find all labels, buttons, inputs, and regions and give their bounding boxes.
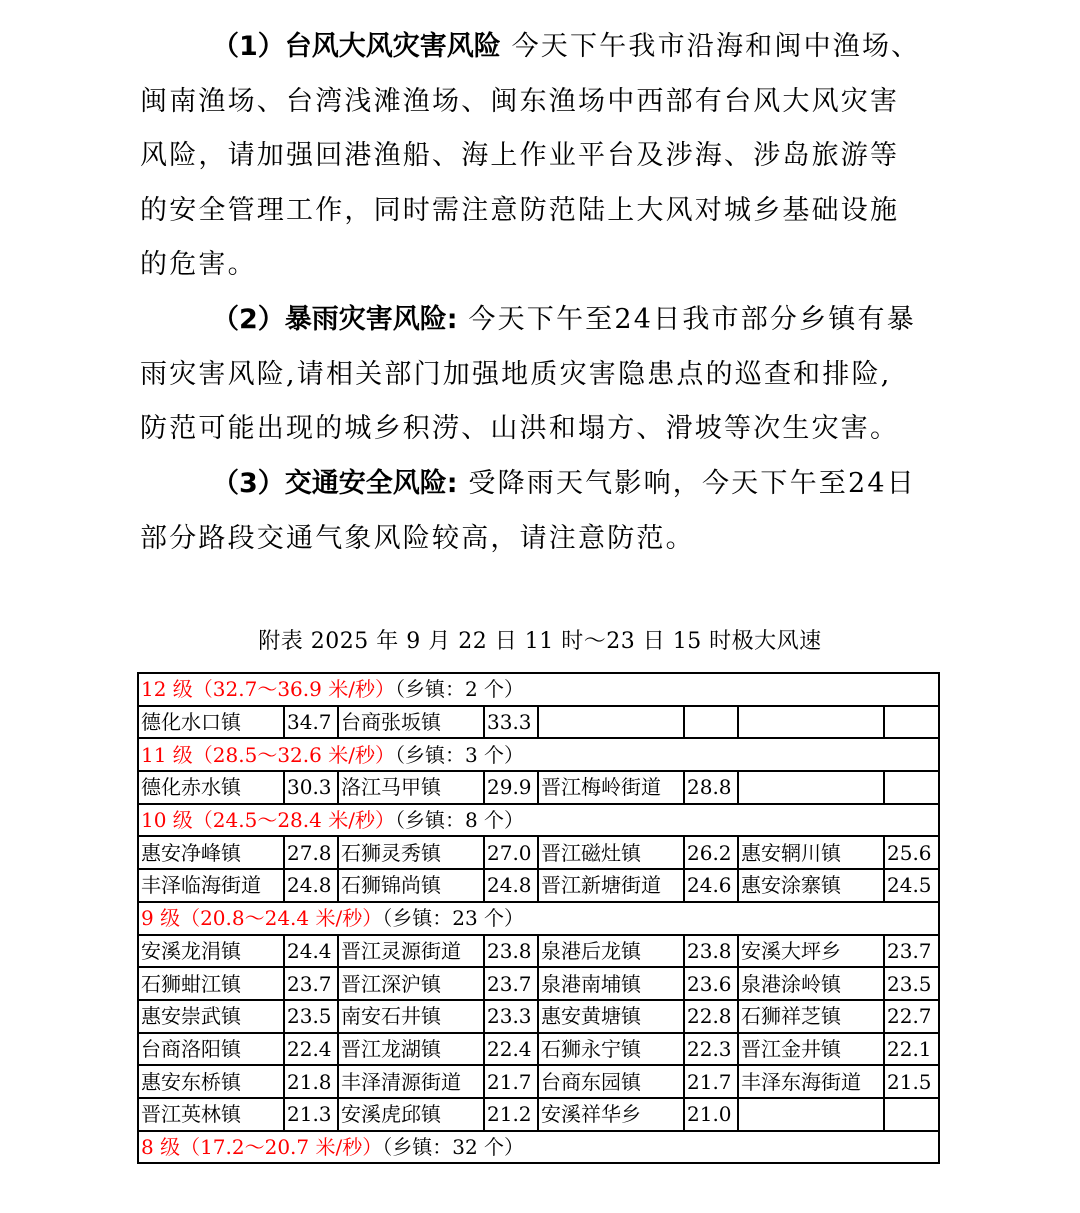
wind-speed-cell: 23.3	[484, 1000, 538, 1033]
wind-speed-cell: 26.2	[684, 836, 738, 869]
town-count-label: （乡镇：8 个）	[394, 808, 525, 833]
wind-speed-cell: 25.6	[884, 836, 939, 869]
town-name-cell: 惠安辋川镇	[738, 836, 884, 869]
town-name-cell: 安溪龙涓镇	[138, 935, 284, 968]
town-name-cell: 晋江新塘街道	[538, 869, 684, 902]
wind-speed-cell: 29.9	[484, 771, 538, 804]
wind-speed-cell	[684, 706, 738, 739]
wind-level-label: 10 级（24.5～28.4 米/秒）	[141, 808, 395, 833]
town-count-label: （乡镇：32 个）	[382, 1134, 525, 1159]
town-name-cell	[738, 771, 884, 804]
paragraph-line: 防范可能出现的城乡积涝、山洪和塌方、滑坡等次生灾害。	[140, 413, 900, 444]
town-name-cell: 泉港涂岭镇	[738, 967, 884, 1000]
town-name-cell: 安溪大坪乡	[738, 935, 884, 968]
town-name-cell: 石狮祥芝镇	[738, 1000, 884, 1033]
town-name-cell	[738, 1098, 884, 1131]
table-row	[138, 935, 939, 968]
town-name-cell: 泉港南埔镇	[538, 967, 684, 1000]
wind-speed-cell: 21.7	[484, 1065, 538, 1098]
town-count-label: （乡镇：23 个）	[382, 906, 525, 931]
level-header-cell	[138, 902, 939, 935]
town-name-cell: 晋江磁灶镇	[538, 836, 684, 869]
table-row	[138, 967, 939, 1000]
town-name-cell: 丰泽东海街道	[738, 1065, 884, 1098]
town-name-cell: 德化赤水镇	[138, 771, 284, 804]
town-name-cell: 泉港后龙镇	[538, 935, 684, 968]
town-count-label: （乡镇：3 个）	[394, 742, 525, 767]
wind-speed-cell: 21.5	[884, 1065, 939, 1098]
town-name-cell: 晋江深沪镇	[338, 967, 484, 1000]
town-name-cell: 晋江龙湖镇	[338, 1033, 484, 1066]
town-name-cell: 台商张坂镇	[338, 706, 484, 739]
wind-speed-cell: 23.7	[884, 935, 939, 968]
level-header-row	[138, 902, 939, 935]
wind-speed-cell: 22.7	[884, 1000, 939, 1033]
town-name-cell: 惠安黄塘镇	[538, 1000, 684, 1033]
level-header-cell	[138, 673, 939, 706]
town-name-cell: 晋江英林镇	[138, 1098, 284, 1131]
town-name-cell: 惠安净峰镇	[138, 836, 284, 869]
town-name-cell: 德化水口镇	[138, 706, 284, 739]
wind-speed-cell: 24.5	[884, 869, 939, 902]
wind-speed-cell: 23.8	[684, 935, 738, 968]
wind-speed-cell: 23.6	[684, 967, 738, 1000]
wind-speed-cell: 23.5	[884, 967, 939, 1000]
town-name-cell	[538, 706, 684, 739]
level-header-cell	[138, 1131, 939, 1164]
level-header-row	[138, 738, 939, 771]
table-row	[138, 1065, 939, 1098]
wind-speed-cell	[884, 706, 939, 739]
town-name-cell: 石狮灵秀镇	[338, 836, 484, 869]
wind-speed-cell: 22.4	[284, 1033, 338, 1066]
wind-speed-cell: 34.7	[284, 706, 338, 739]
paragraph-line: 今天下午我市沿海和闽中渔场、	[500, 31, 921, 62]
wind-level-label: 11 级（28.5～32.6 米/秒）	[141, 742, 395, 767]
town-name-cell: 惠安崇武镇	[138, 1000, 284, 1033]
paragraph-heading: （3）交通安全风险:	[212, 468, 458, 499]
wind-speed-cell: 21.7	[684, 1065, 738, 1098]
wind-speed-cell: 22.3	[684, 1033, 738, 1066]
paragraph-rainstorm-risk	[140, 293, 946, 457]
town-name-cell	[738, 706, 884, 739]
wind-speed-cell: 23.7	[284, 967, 338, 1000]
town-name-cell: 石狮永宁镇	[538, 1033, 684, 1066]
wind-speed-cell: 30.3	[284, 771, 338, 804]
table-row	[138, 836, 939, 869]
wind-speed-cell: 27.8	[284, 836, 338, 869]
paragraph-line: 闽南渔场、台湾浅滩渔场、闽东渔场中西部有台风大风灾害	[140, 85, 900, 117]
town-name-cell: 台商洛阳镇	[138, 1033, 284, 1066]
wind-speed-cell: 27.0	[484, 836, 538, 869]
town-name-cell: 安溪祥华乡	[538, 1098, 684, 1131]
town-name-cell: 台商东园镇	[538, 1065, 684, 1098]
wind-speed-cell: 21.3	[284, 1098, 338, 1131]
level-header-row	[138, 673, 939, 706]
town-name-cell: 石狮蚶江镇	[138, 967, 284, 1000]
wind-speed-table	[137, 672, 940, 1164]
wind-level-label: 9 级（20.8～24.4 米/秒）	[141, 906, 383, 931]
paragraph-typhoon-risk	[140, 20, 946, 293]
wind-speed-cell: 24.8	[484, 869, 538, 902]
paragraph-line: 的安全管理工作，同时需注意防范陆上大风对城乡基础设施	[140, 194, 900, 226]
table-row	[138, 869, 939, 902]
wind-speed-cell: 23.8	[484, 935, 538, 968]
wind-speed-cell: 24.6	[684, 869, 738, 902]
town-name-cell: 晋江灵源街道	[338, 935, 484, 968]
table-row	[138, 1033, 939, 1066]
wind-speed-cell: 24.4	[284, 935, 338, 968]
town-name-cell: 丰泽清源街道	[338, 1065, 484, 1098]
wind-speed-cell: 22.8	[684, 1000, 738, 1033]
wind-speed-cell: 21.8	[284, 1065, 338, 1098]
level-header-row	[138, 804, 939, 837]
wind-speed-cell	[884, 771, 939, 804]
paragraph-line: 今天下午至24日我市部分乡镇有暴	[457, 304, 916, 335]
wind-level-label: 8 级（17.2～20.7 米/秒）	[141, 1134, 383, 1159]
paragraph-line: 风险，请加强回港渔船、海上作业平台及涉海、涉岛旅游等	[140, 140, 900, 171]
paragraph-heading: （1）台风大风灾害风险	[212, 31, 501, 62]
town-name-cell: 惠安涂寨镇	[738, 869, 884, 902]
table-row	[138, 771, 939, 804]
level-header-cell	[138, 804, 939, 837]
paragraph-line: 受降雨天气影响，今天下午至24日	[457, 468, 916, 499]
paragraph-traffic-risk	[140, 457, 946, 566]
wind-speed-cell: 22.4	[484, 1033, 538, 1066]
town-name-cell: 丰泽临海街道	[138, 869, 284, 902]
wind-speed-cell: 22.1	[884, 1033, 939, 1066]
wind-level-label: 12 级（32.7～36.9 米/秒）	[141, 677, 395, 702]
wind-speed-cell: 23.5	[284, 1000, 338, 1033]
town-name-cell: 晋江金井镇	[738, 1033, 884, 1066]
level-header-row	[138, 1131, 939, 1164]
wind-speed-cell: 24.8	[284, 869, 338, 902]
town-count-label: （乡镇：2 个）	[394, 677, 525, 702]
table-caption: 附表 2025 年 9 月 22 日 11 时～23 日 15 时极大风速	[258, 629, 822, 654]
wind-speed-cell: 21.2	[484, 1098, 538, 1131]
level-header-cell	[138, 738, 939, 771]
paragraph-line: 部分路段交通气象风险较高，请注意防范。	[140, 522, 695, 554]
paragraph-line: 雨灾害风险,请相关部门加强地质灾害隐患点的巡查和排险,	[140, 358, 892, 390]
town-name-cell: 南安石井镇	[338, 1000, 484, 1033]
paragraph-line: 的危害。	[140, 249, 257, 280]
wind-speed-cell	[884, 1098, 939, 1131]
wind-speed-cell: 33.3	[484, 706, 538, 739]
table-row	[138, 1098, 939, 1131]
wind-speed-cell: 21.0	[684, 1098, 738, 1131]
wind-speed-cell: 28.8	[684, 771, 738, 804]
table-row	[138, 706, 939, 739]
paragraph-heading: （2）暴雨灾害风险:	[212, 304, 458, 335]
town-name-cell: 洛江马甲镇	[338, 771, 484, 804]
town-name-cell: 惠安东桥镇	[138, 1065, 284, 1098]
town-name-cell: 晋江梅岭街道	[538, 771, 684, 804]
wind-speed-cell: 23.7	[484, 967, 538, 1000]
town-name-cell: 安溪虎邱镇	[338, 1098, 484, 1131]
town-name-cell: 石狮锦尚镇	[338, 869, 484, 902]
table-row	[138, 1000, 939, 1033]
